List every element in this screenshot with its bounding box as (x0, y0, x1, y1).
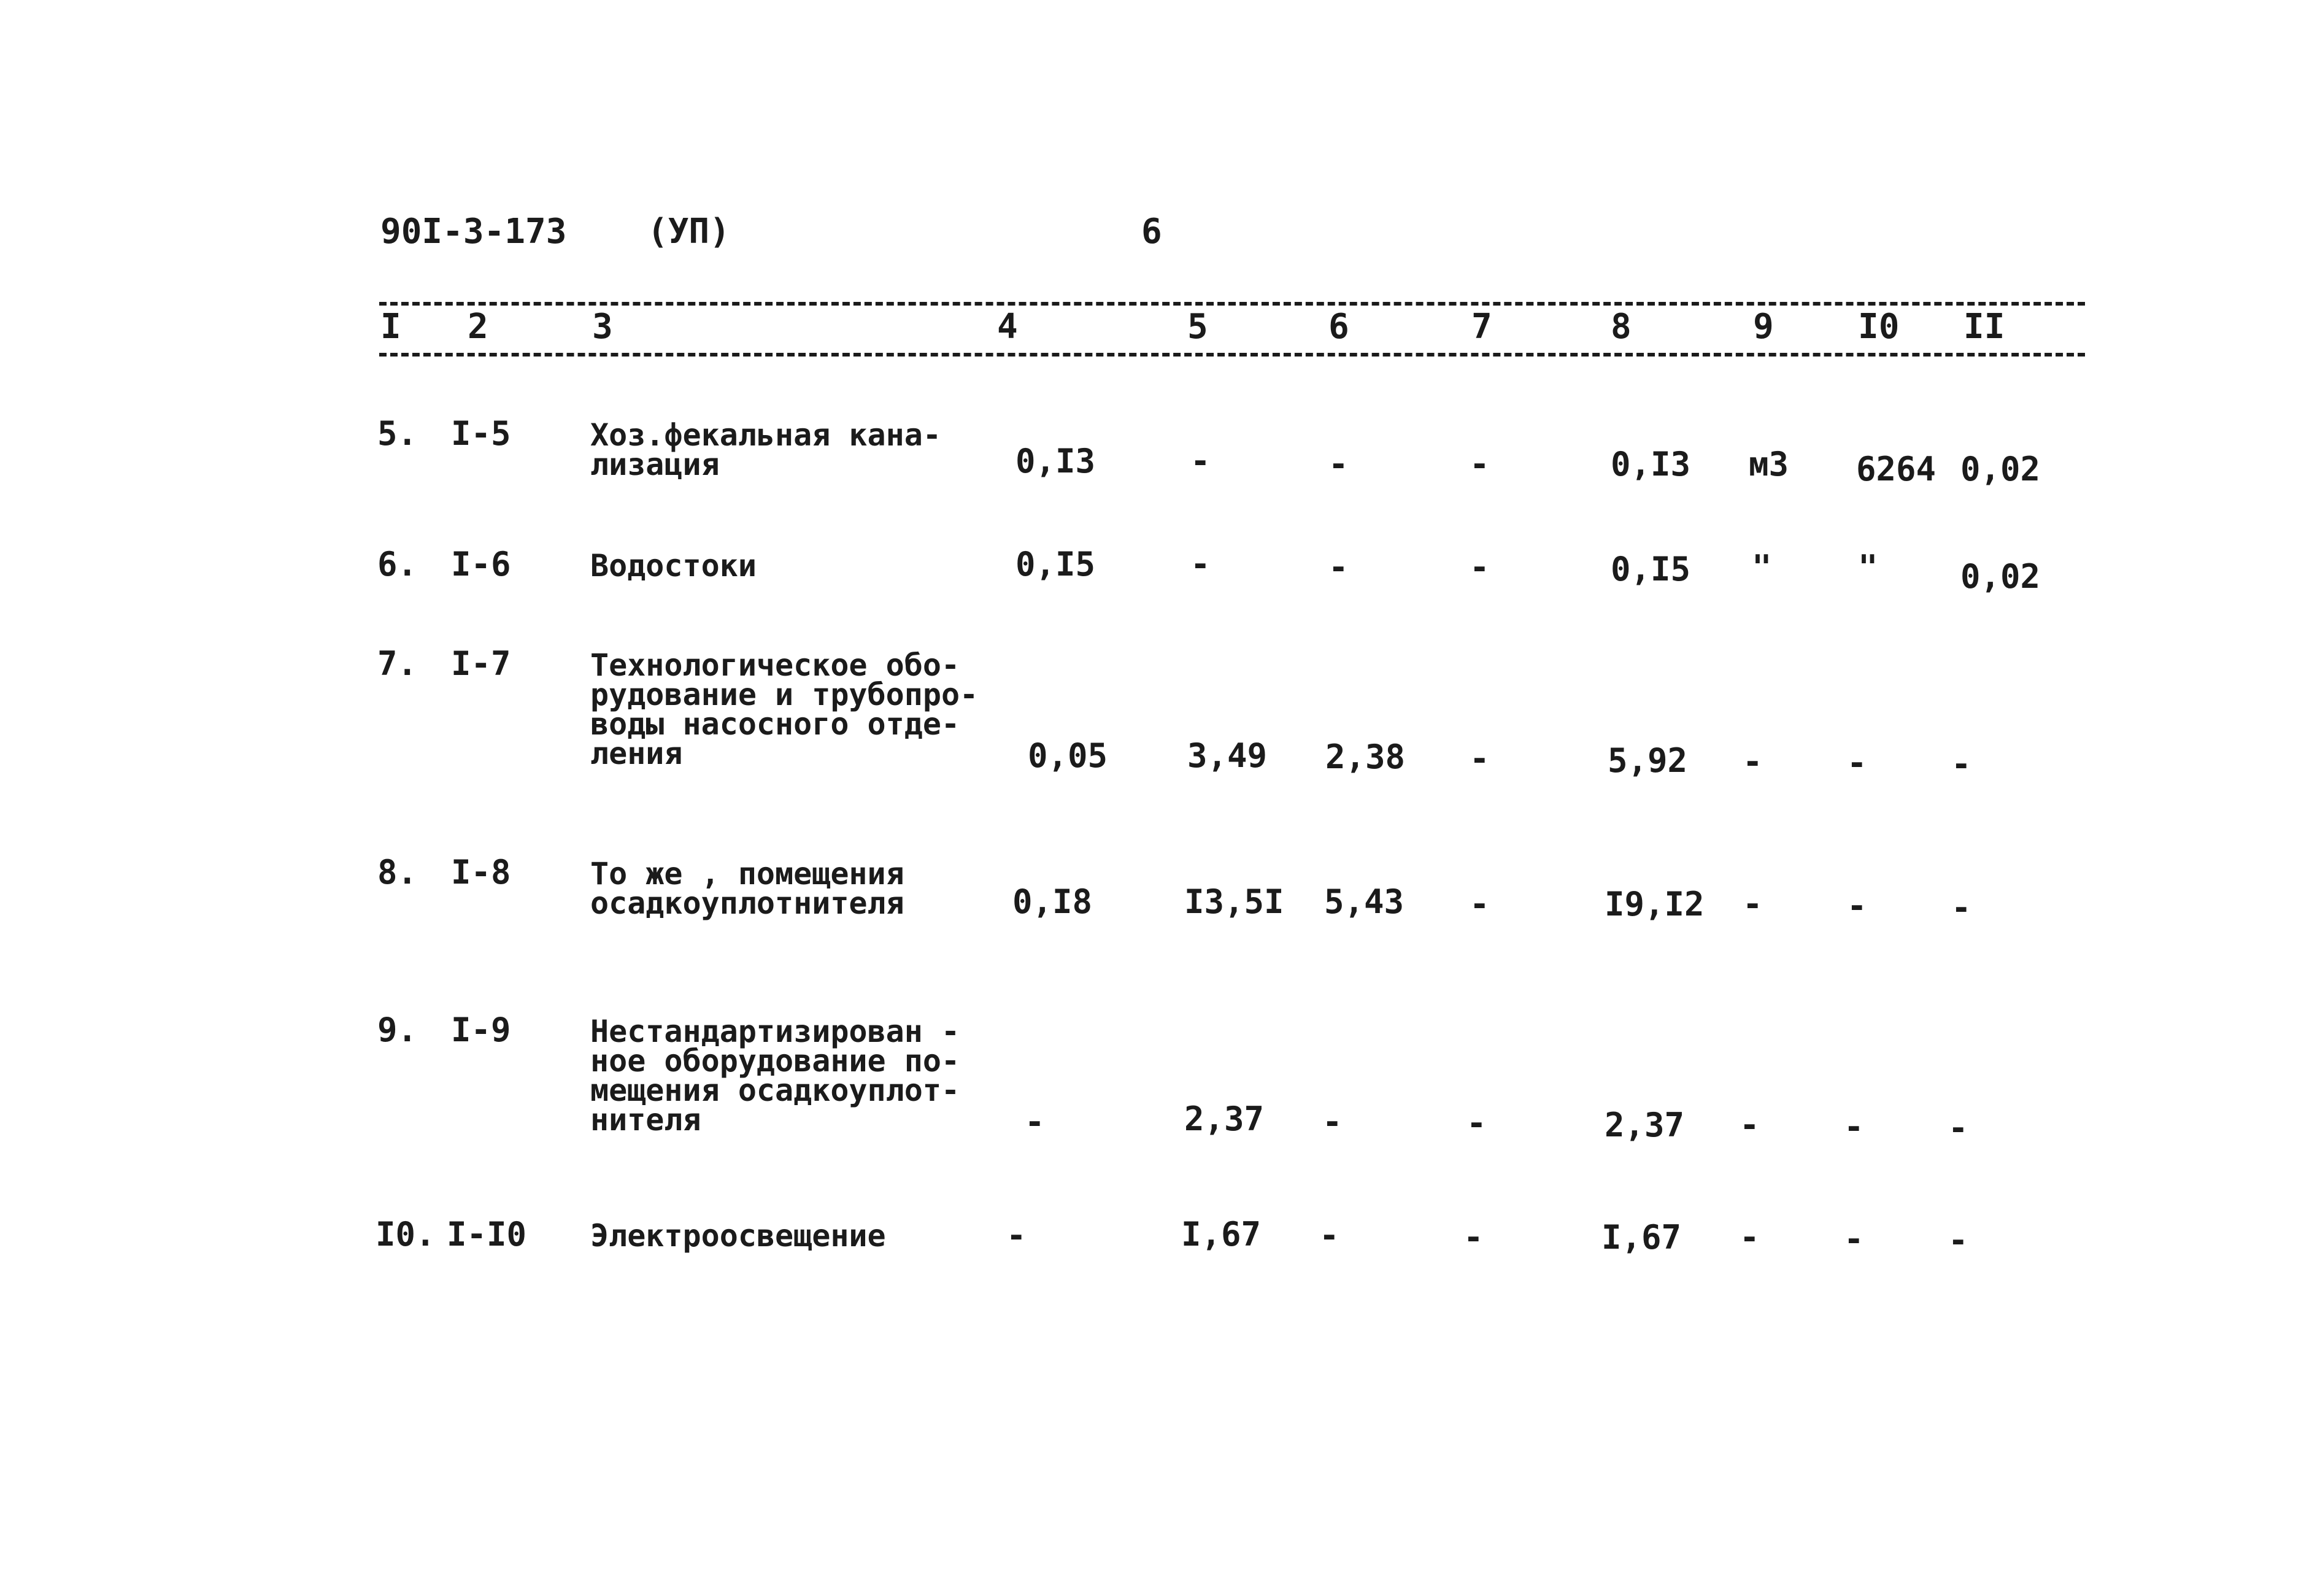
col8-value: I,67 (1601, 1218, 1682, 1257)
description-line: мещения осадкоуплот- (590, 1073, 960, 1108)
col7-value: - (1463, 1218, 1484, 1257)
description-line: воды насосного отде- (590, 706, 960, 742)
col-number-1: I (380, 307, 401, 347)
col10-value: - (1844, 1108, 1864, 1146)
col11-value: - (1951, 889, 1971, 927)
col11-value: - (1951, 745, 1971, 784)
description-line: Технологическое обо- (590, 647, 960, 683)
col9-value: " (1752, 548, 1772, 587)
col8-value: 0,I3 (1611, 445, 1691, 484)
description-line: Хоз.фекальная кана- (590, 417, 941, 453)
col11-value: - (1948, 1109, 1968, 1147)
col-number-9: 9 (1753, 307, 1774, 347)
col9-value: - (1743, 885, 1763, 923)
col7-value: - (1470, 445, 1490, 484)
col7-value: - (1470, 739, 1490, 778)
row-number: I0. (376, 1215, 436, 1254)
col7-value: - (1466, 1104, 1487, 1143)
row-description (590, 1014, 983, 1138)
description-line: ное оборудование по- (590, 1043, 960, 1079)
row-number: 8. (377, 853, 418, 892)
col4-value: 0,05 (1028, 736, 1108, 775)
col10-value: " (1858, 548, 1878, 587)
col10-value: - (1844, 1220, 1864, 1259)
col4-value: - (1006, 1216, 1027, 1255)
col-number-5: 5 (1187, 307, 1208, 347)
col-number-3: 3 (592, 307, 613, 347)
col4-value: 0,I5 (1015, 545, 1096, 584)
col-number-4: 4 (997, 307, 1018, 347)
col4-value: - (1025, 1103, 1045, 1141)
row-description (590, 548, 983, 584)
row-description (590, 417, 983, 482)
description-line: Нестандартизирован - (590, 1014, 960, 1049)
col-number-2: 2 (468, 307, 488, 347)
col5-value: 3,49 (1187, 736, 1268, 775)
col10-value: - (1847, 887, 1867, 925)
row-description (590, 856, 983, 921)
col9-value: - (1743, 742, 1763, 781)
col5-value: I,67 (1181, 1215, 1262, 1254)
col7-value: - (1470, 885, 1490, 923)
description-line: ления (590, 736, 683, 771)
col5-value: 2,37 (1184, 1100, 1265, 1138)
col5-value: - (1190, 442, 1211, 480)
col8-value: 2,37 (1605, 1106, 1685, 1144)
col5-value: I3,5I (1184, 882, 1284, 921)
table-top-rule (379, 302, 2085, 306)
row-code: I-9 (451, 1011, 511, 1049)
row-number: 5. (377, 414, 418, 453)
row-number: 9. (377, 1011, 418, 1049)
col10-value: 6264 (1856, 450, 1937, 488)
col11-value: 0,02 (1960, 450, 2041, 488)
description-line: лизация (590, 447, 720, 482)
col-number-7: 7 (1471, 307, 1492, 347)
doc-type: (УП) (647, 212, 730, 252)
col4-value: 0,I8 (1012, 882, 1093, 921)
col9-value: - (1740, 1106, 1760, 1144)
row-number: 6. (377, 545, 418, 584)
row-code: I-5 (451, 414, 511, 453)
col-number-11: II (1964, 307, 2005, 347)
col7-value: - (1470, 548, 1490, 587)
col10-value: - (1847, 744, 1867, 782)
description-line: Водостоки (590, 548, 757, 584)
col9-value: - (1740, 1218, 1760, 1257)
col11-value: 0,02 (1960, 557, 2041, 596)
page-number: 6 (1141, 212, 1162, 252)
col8-value: I9,I2 (1605, 885, 1705, 923)
col11-value: - (1948, 1221, 1968, 1260)
col9-value: м3 (1749, 445, 1789, 484)
col8-value: 0,I5 (1611, 550, 1691, 588)
description-line: рудование и трубопро- (590, 677, 979, 712)
row-code: I-I0 (447, 1215, 527, 1254)
col6-value: 5,43 (1324, 882, 1405, 921)
row-code: I-8 (451, 853, 511, 892)
col6-value: 2,38 (1325, 738, 1406, 776)
col4-value: 0,I3 (1015, 442, 1096, 480)
description-line: То же , помещения (590, 856, 904, 892)
col6-value: - (1328, 445, 1349, 484)
col6-value: - (1322, 1103, 1343, 1141)
col-number-8: 8 (1611, 307, 1632, 347)
description-line: осадкоуплотнителя (590, 885, 904, 921)
row-code: I-6 (451, 545, 511, 584)
col6-value: - (1328, 548, 1349, 587)
row-description (590, 1218, 983, 1254)
row-description (590, 647, 983, 771)
table-header-rule (379, 353, 2085, 357)
description-line: нителя (590, 1102, 701, 1138)
col8-value: 5,92 (1608, 741, 1688, 780)
col5-value: - (1190, 545, 1211, 584)
doc-code: 90I-3-173 (380, 212, 567, 252)
row-number: 7. (377, 644, 418, 683)
col-number-6: 6 (1328, 307, 1349, 347)
description-line: Электроосвещение (590, 1218, 886, 1254)
col-number-10: I0 (1858, 307, 1900, 347)
row-code: I-7 (451, 644, 511, 683)
col6-value: - (1319, 1216, 1339, 1255)
